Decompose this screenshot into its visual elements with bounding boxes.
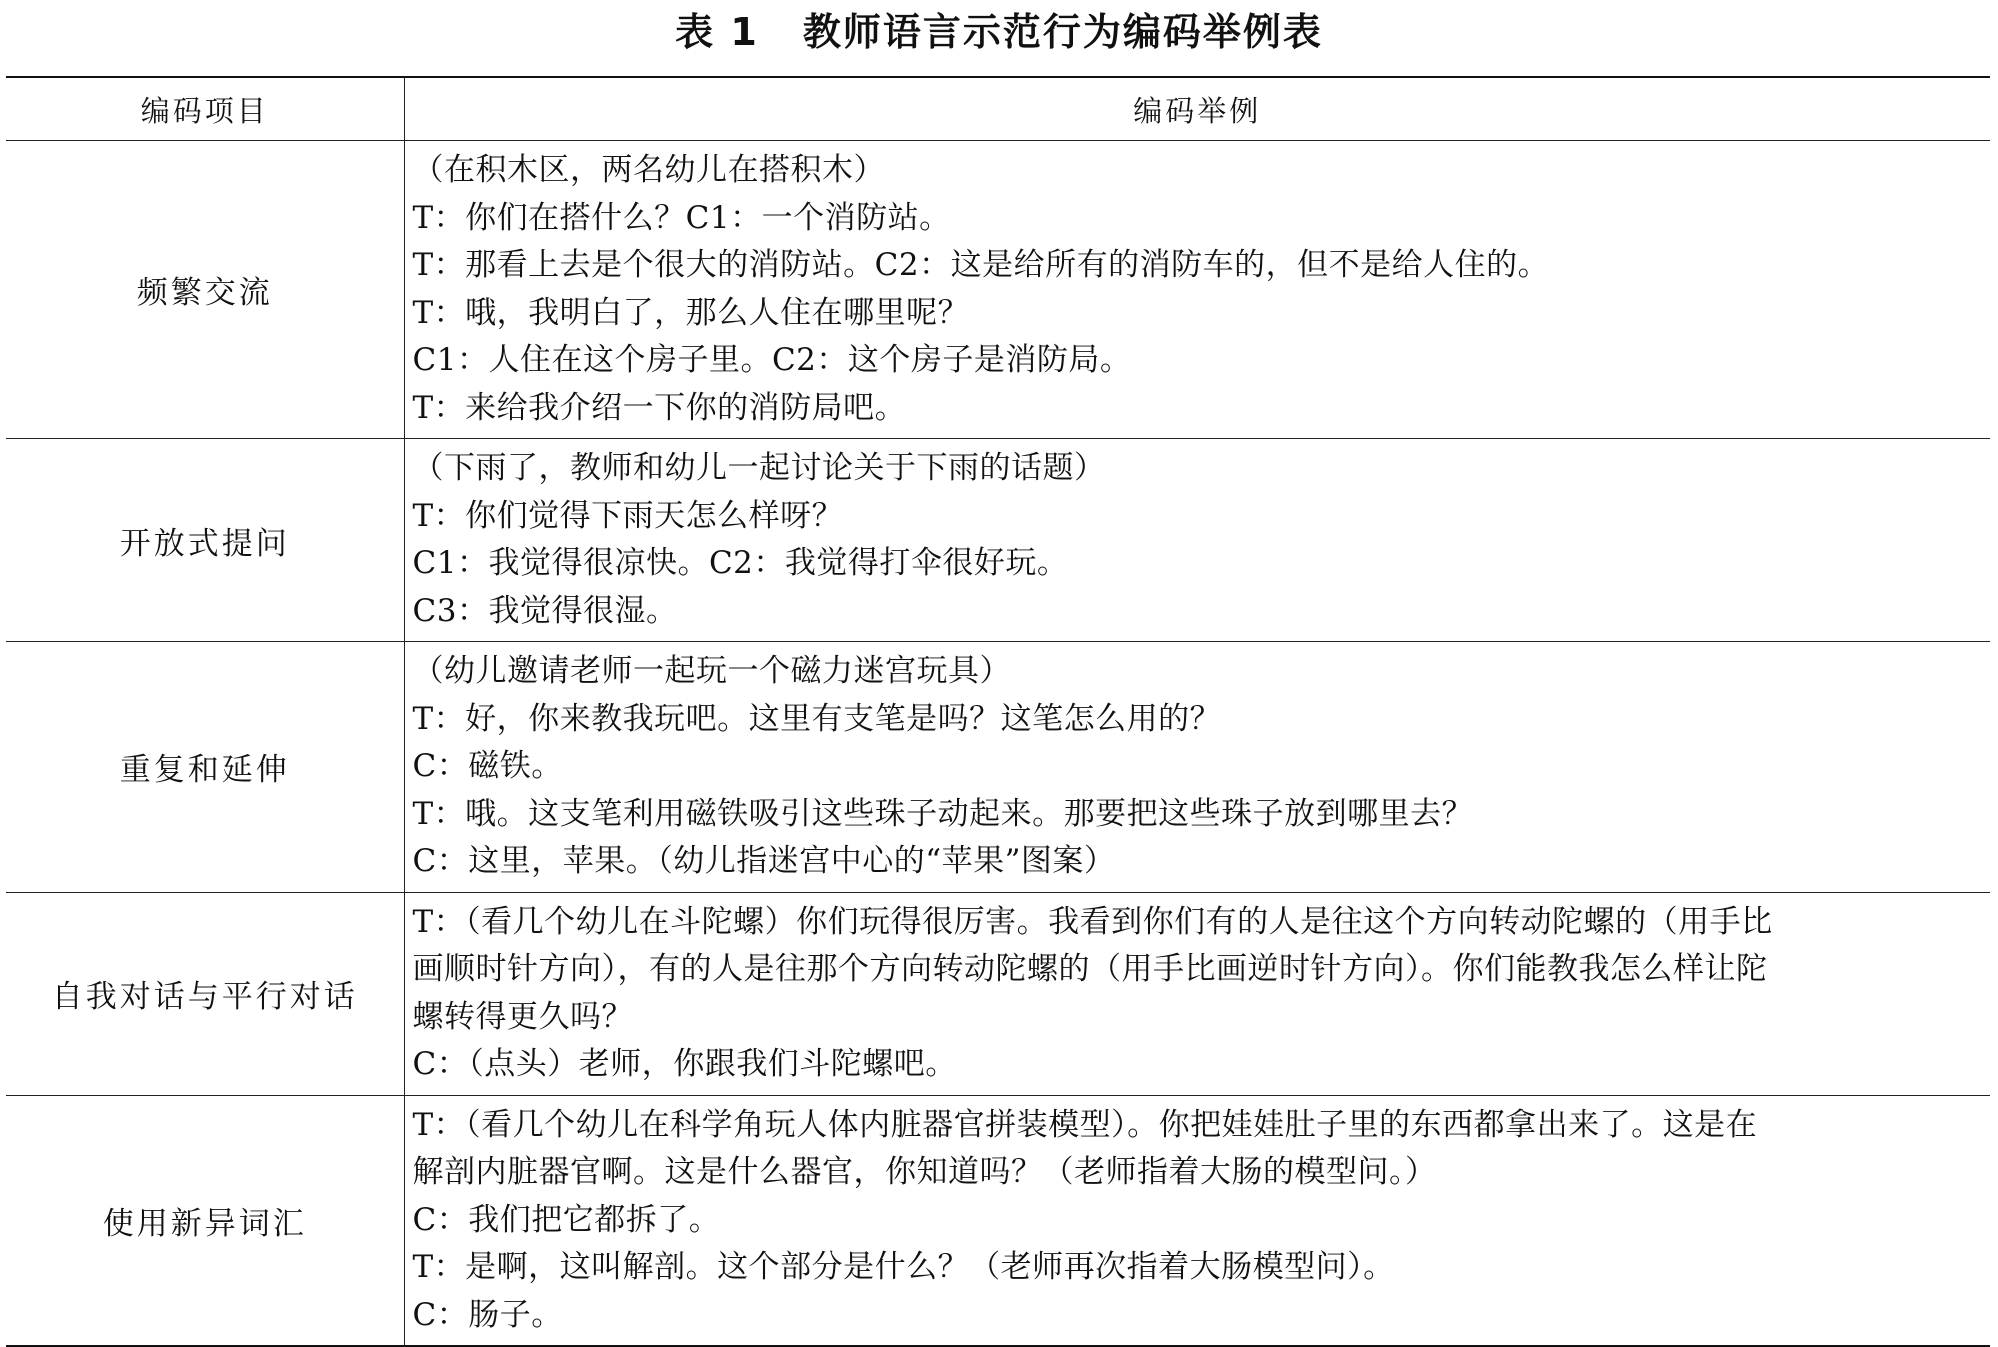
coding-item-label: 自我对话与平行对话: [6, 892, 404, 1095]
header-coding-example: 编码举例: [404, 77, 1990, 141]
example-line: C1：我觉得很凉快。C2：我觉得打伞很好玩。: [412, 545, 1069, 581]
header-coding-item: 编码项目: [6, 77, 404, 141]
example-line: C：磁铁。: [412, 748, 563, 784]
coding-example-cell: [404, 439, 1990, 642]
table-title: [0, 4, 1998, 60]
example-line: 解剖内脏器官啊。这是什么器官，你知道吗？（老师指着大肠的模型问。）: [412, 1154, 1437, 1190]
example-line: 螺转得更久吗？: [412, 998, 633, 1035]
table-header-row: [6, 77, 1990, 141]
example-line: C1：人住在这个房子里。C2：这个房子是消防局。: [412, 342, 1132, 378]
example-line: （下雨了，教师和幼儿一起讨论关于下雨的话题）: [412, 450, 1106, 486]
example-line: T：哦，我明白了，那么人住在哪里呢？: [412, 294, 970, 331]
example-line: T：你们觉得下雨天怎么样呀？: [412, 497, 844, 534]
coding-item-label: 使用新异词汇: [6, 1095, 404, 1346]
example-line: T：来给我介绍一下你的消防局吧。: [412, 389, 907, 426]
table-row-self-parallel-talk: [6, 892, 1990, 1095]
table-row-frequent-communication: [6, 141, 1990, 439]
coding-item-label: 开放式提问: [6, 439, 404, 642]
example-line: C：（点头）老师，你跟我们斗陀螺吧。: [412, 1046, 957, 1082]
coding-example-cell: [404, 642, 1990, 893]
example-line: T：那看上去是个很大的消防站。C2：这是给所有的消防车的，但不是给人住的。: [412, 247, 1550, 283]
example-line: T：你们在搭什么？C1：一个消防站。: [412, 199, 951, 236]
coding-item-label: 频繁交流: [6, 141, 404, 439]
example-line: 画顺时针方向），有的人是往那个方向转动陀螺的（用手比画逆时针方向）。你们能教我怎么样让陀: [412, 951, 1768, 987]
example-line: T：哦。这支笔利用磁铁吸引这些珠子动起来。那要把这些珠子放到哪里去？: [412, 795, 1474, 832]
table-title-text: 教师语言示范行为编码举例表: [802, 10, 1323, 54]
example-line: T：是啊，这叫解剖。这个部分是什么？（老师再次指着大肠模型问）。: [412, 1249, 1395, 1285]
coding-item-label: 重复和延伸: [6, 642, 404, 893]
coding-example-cell: [404, 1095, 1990, 1346]
example-line: T：好，你来教我玩吧。这里有支笔是吗？这笔怎么用的？: [412, 700, 1222, 737]
example-line: T：（看几个幼儿在斗陀螺）你们玩得很厉害。我看到你们有的人是往这个方向转动陀螺的（用手比: [412, 903, 1773, 940]
table-row-new-vocabulary: [6, 1095, 1990, 1346]
example-line: （在积木区，两名幼儿在搭积木）: [412, 152, 885, 188]
example-line: C3：我觉得很湿。: [412, 592, 678, 629]
example-line: C：我们把它都拆了。: [412, 1201, 721, 1238]
example-line: T：（看几个幼儿在科学角玩人体内脏器官拼装模型）。你把娃娃肚子里的东西都拿出来了。这是在: [412, 1106, 1758, 1143]
example-line: C：肠子。: [412, 1296, 563, 1333]
example-line: （幼儿邀请老师一起玩一个磁力迷宫玩具）: [412, 653, 1011, 689]
example-line: C：这里，苹果。（幼儿指迷宫中心的“苹果”图案）: [412, 843, 1116, 879]
coding-example-cell: [404, 141, 1990, 439]
coding-example-cell: [404, 892, 1990, 1095]
table-number: 表 1: [675, 10, 759, 54]
table-row-repeat-extend: [6, 642, 1990, 893]
table-row-open-question: [6, 439, 1990, 642]
coding-table: [6, 76, 1990, 1347]
